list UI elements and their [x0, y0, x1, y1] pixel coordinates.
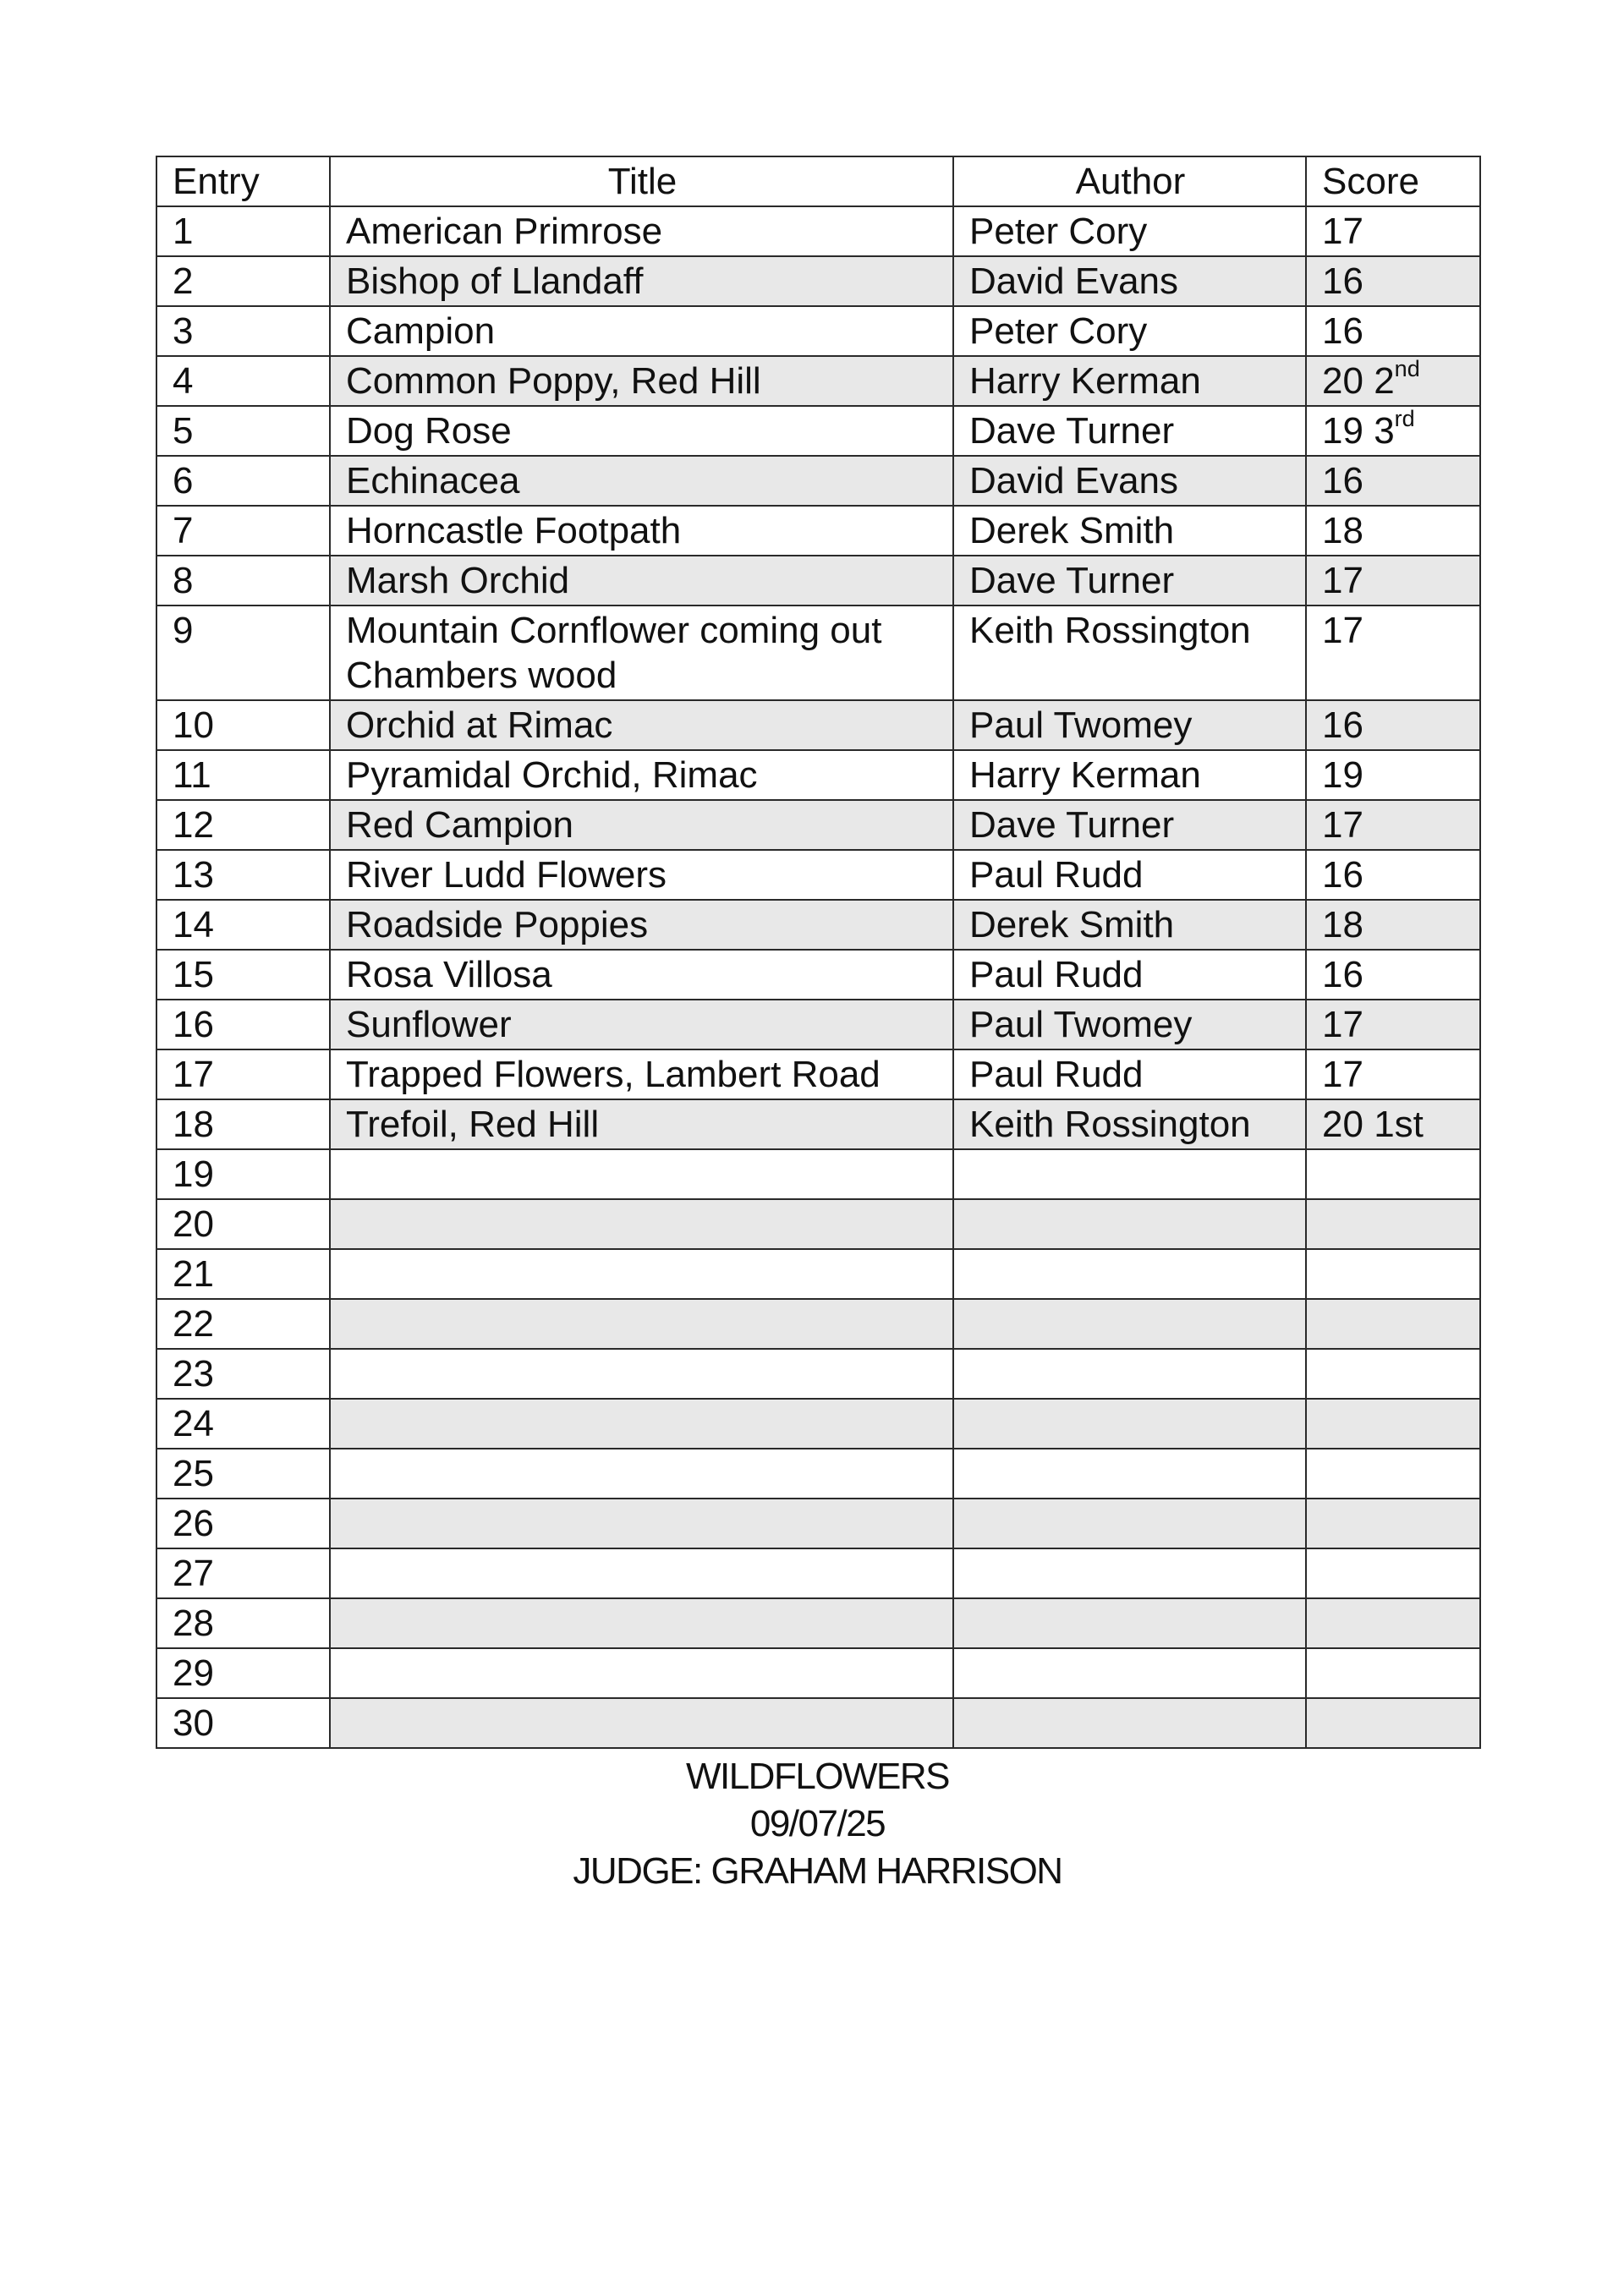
entry-cell: 1: [156, 206, 330, 256]
judge-name: JUDGE: GRAHAM HARRISON: [573, 1850, 1062, 1892]
placement-suffix: rd: [1394, 406, 1415, 432]
title-cell: Trefoil, Red Hill: [330, 1099, 953, 1149]
entry-cell: 22: [156, 1299, 330, 1349]
score-value: 17: [1322, 1054, 1363, 1095]
title-cell: [330, 1598, 953, 1648]
table-body: [156, 206, 1480, 1748]
entry-cell: 2: [156, 256, 330, 306]
entry-cell: 17: [156, 1049, 330, 1099]
author-cell: Paul Rudd: [953, 1049, 1306, 1099]
table-row: [156, 900, 1480, 950]
entry-cell: 7: [156, 506, 330, 556]
title-cell: [330, 1149, 953, 1199]
entry-cell: 9: [156, 606, 330, 700]
table-row: [156, 950, 1480, 1000]
entry-cell: 20: [156, 1199, 330, 1249]
table-row: [156, 306, 1480, 356]
author-cell: [953, 1648, 1306, 1698]
title-cell: Pyramidal Orchid, Rimac: [330, 750, 953, 800]
score-value: 16: [1322, 260, 1363, 302]
entry-cell: 4: [156, 356, 330, 406]
placement-label: 2: [1374, 360, 1395, 402]
title-cell: River Ludd Flowers: [330, 850, 953, 900]
title-cell: [330, 1698, 953, 1748]
score-value: 18: [1322, 904, 1363, 945]
author-cell: Derek Smith: [953, 900, 1306, 950]
table-row: [156, 1648, 1480, 1698]
title-cell: Sunflower: [330, 1000, 953, 1049]
entry-cell: 27: [156, 1548, 330, 1598]
title-cell: Dog Rose: [330, 406, 953, 456]
table-row: [156, 1249, 1480, 1299]
table-row: [156, 556, 1480, 606]
title-cell: [330, 1399, 953, 1449]
score-value: 19: [1322, 754, 1363, 796]
score-cell: [1306, 1399, 1480, 1449]
entry-cell: 10: [156, 700, 330, 750]
score-cell: [1306, 1449, 1480, 1499]
title-cell: [330, 1548, 953, 1598]
author-cell: [953, 1548, 1306, 1598]
score-cell: [1306, 1548, 1480, 1598]
title-cell: Roadside Poppies: [330, 900, 953, 950]
score-sheet: [156, 156, 1479, 1895]
author-cell: Dave Turner: [953, 556, 1306, 606]
score-cell: [1306, 456, 1480, 506]
score-value: 16: [1322, 954, 1363, 995]
score-cell: [1306, 1099, 1480, 1149]
table-row: [156, 256, 1480, 306]
title-cell: Bishop of Llandaff: [330, 256, 953, 306]
score-cell: [1306, 1149, 1480, 1199]
author-cell: [953, 1399, 1306, 1449]
results-table: [156, 156, 1481, 1749]
score-value: 16: [1322, 310, 1363, 352]
score-cell: [1306, 1598, 1480, 1648]
author-cell: Dave Turner: [953, 800, 1306, 850]
title-cell: [330, 1199, 953, 1249]
author-cell: [953, 1499, 1306, 1548]
score-cell: [1306, 356, 1480, 406]
header-entry: Entry: [156, 156, 330, 206]
table-row: [156, 1548, 1480, 1598]
score-cell: [1306, 1199, 1480, 1249]
score-cell: [1306, 206, 1480, 256]
entry-cell: 29: [156, 1648, 330, 1698]
author-cell: Derek Smith: [953, 506, 1306, 556]
title-cell: Orchid at Rimac: [330, 700, 953, 750]
table-row: [156, 606, 1480, 700]
placement-label: 1st: [1374, 1104, 1424, 1145]
entry-cell: 3: [156, 306, 330, 356]
score-cell: [1306, 1499, 1480, 1548]
title-cell: Trapped Flowers, Lambert Road: [330, 1049, 953, 1099]
entry-cell: 8: [156, 556, 330, 606]
title-cell: Campion: [330, 306, 953, 356]
entry-cell: 19: [156, 1149, 330, 1199]
score-value: 20: [1322, 360, 1363, 402]
score-value: 17: [1322, 804, 1363, 846]
score-cell: [1306, 700, 1480, 750]
table-row: [156, 206, 1480, 256]
score-value: 17: [1322, 560, 1363, 601]
table-row: [156, 1199, 1480, 1249]
header-author: Author: [953, 156, 1306, 206]
header-score: Score: [1306, 156, 1480, 206]
score-cell: [1306, 800, 1480, 850]
score-cell: [1306, 1000, 1480, 1049]
competition-date: 09/07/25: [749, 1803, 886, 1844]
score-value: 17: [1322, 610, 1363, 651]
author-cell: [953, 1249, 1306, 1299]
score-cell: [1306, 1648, 1480, 1698]
score-cell: [1306, 256, 1480, 306]
table-row: [156, 1049, 1480, 1099]
entry-cell: 5: [156, 406, 330, 456]
score-value: 16: [1322, 854, 1363, 896]
author-cell: Keith Rossington: [953, 1099, 1306, 1149]
score-cell: [1306, 1049, 1480, 1099]
table-row: [156, 750, 1480, 800]
score-cell: [1306, 950, 1480, 1000]
table-row: [156, 1149, 1480, 1199]
table-row: [156, 456, 1480, 506]
header-row: [156, 156, 1480, 206]
entry-cell: 13: [156, 850, 330, 900]
score-cell: [1306, 1349, 1480, 1399]
competition-name: WILDFLOWERS: [685, 1756, 950, 1797]
author-cell: Paul Twomey: [953, 700, 1306, 750]
score-cell: [1306, 306, 1480, 356]
title-cell: Marsh Orchid: [330, 556, 953, 606]
score-cell: [1306, 900, 1480, 950]
table-row: [156, 1349, 1480, 1399]
entry-cell: 6: [156, 456, 330, 506]
table-row: [156, 1399, 1480, 1449]
table-row: [156, 1299, 1480, 1349]
title-cell: Common Poppy, Red Hill: [330, 356, 953, 406]
score-value: 16: [1322, 704, 1363, 746]
author-cell: David Evans: [953, 456, 1306, 506]
author-cell: [953, 1199, 1306, 1249]
entry-cell: 30: [156, 1698, 330, 1748]
table-row: [156, 1099, 1480, 1149]
table-row: [156, 1698, 1480, 1748]
author-cell: [953, 1449, 1306, 1499]
competition-caption: [156, 1753, 1479, 1895]
score-value: 17: [1322, 211, 1363, 252]
author-cell: Keith Rossington: [953, 606, 1306, 700]
entry-cell: 24: [156, 1399, 330, 1449]
entry-cell: 15: [156, 950, 330, 1000]
title-cell: Horncastle Footpath: [330, 506, 953, 556]
score-value: 18: [1322, 510, 1363, 551]
table-row: [156, 506, 1480, 556]
entry-cell: 21: [156, 1249, 330, 1299]
score-cell: [1306, 1249, 1480, 1299]
score-cell: [1306, 606, 1480, 700]
title-cell: Mountain Cornflower coming out Chambers wood: [330, 606, 953, 700]
table-row: [156, 356, 1480, 406]
placement-label: 3: [1374, 410, 1395, 452]
title-cell: [330, 1449, 953, 1499]
table-row: [156, 700, 1480, 750]
table-row: [156, 406, 1480, 456]
table-row: [156, 850, 1480, 900]
entry-cell: 28: [156, 1598, 330, 1648]
entry-cell: 11: [156, 750, 330, 800]
score-cell: [1306, 556, 1480, 606]
title-cell: American Primrose: [330, 206, 953, 256]
score-value: 20: [1322, 1104, 1363, 1145]
author-cell: [953, 1149, 1306, 1199]
title-cell: Echinacea: [330, 456, 953, 506]
author-cell: Harry Kerman: [953, 356, 1306, 406]
author-cell: Harry Kerman: [953, 750, 1306, 800]
entry-cell: 16: [156, 1000, 330, 1049]
table-row: [156, 1449, 1480, 1499]
header-title: Title: [330, 156, 953, 206]
title-cell: Red Campion: [330, 800, 953, 850]
author-cell: David Evans: [953, 256, 1306, 306]
author-cell: [953, 1698, 1306, 1748]
author-cell: Dave Turner: [953, 406, 1306, 456]
placement-suffix: nd: [1394, 356, 1420, 382]
table-row: [156, 1000, 1480, 1049]
author-cell: Paul Twomey: [953, 1000, 1306, 1049]
score-cell: [1306, 1299, 1480, 1349]
title-cell: [330, 1249, 953, 1299]
table-row: [156, 1598, 1480, 1648]
entry-cell: 25: [156, 1449, 330, 1499]
author-cell: Paul Rudd: [953, 850, 1306, 900]
author-cell: [953, 1349, 1306, 1399]
entry-cell: 12: [156, 800, 330, 850]
table-row: [156, 800, 1480, 850]
entry-cell: 23: [156, 1349, 330, 1399]
title-cell: [330, 1499, 953, 1548]
entry-cell: 26: [156, 1499, 330, 1548]
author-cell: Paul Rudd: [953, 950, 1306, 1000]
score-cell: [1306, 850, 1480, 900]
entry-cell: 18: [156, 1099, 330, 1149]
author-cell: [953, 1299, 1306, 1349]
title-cell: [330, 1349, 953, 1399]
title-cell: Rosa Villosa: [330, 950, 953, 1000]
score-cell: [1306, 506, 1480, 556]
author-cell: [953, 1598, 1306, 1648]
table-row: [156, 1499, 1480, 1548]
author-cell: Peter Cory: [953, 206, 1306, 256]
title-cell: [330, 1299, 953, 1349]
table-header: [156, 156, 1480, 206]
author-cell: Peter Cory: [953, 306, 1306, 356]
score-cell: [1306, 1698, 1480, 1748]
score-value: 17: [1322, 1004, 1363, 1045]
score-value: 19: [1322, 410, 1363, 452]
title-cell: [330, 1648, 953, 1698]
score-cell: [1306, 406, 1480, 456]
score-cell: [1306, 750, 1480, 800]
score-value: 16: [1322, 460, 1363, 501]
entry-cell: 14: [156, 900, 330, 950]
